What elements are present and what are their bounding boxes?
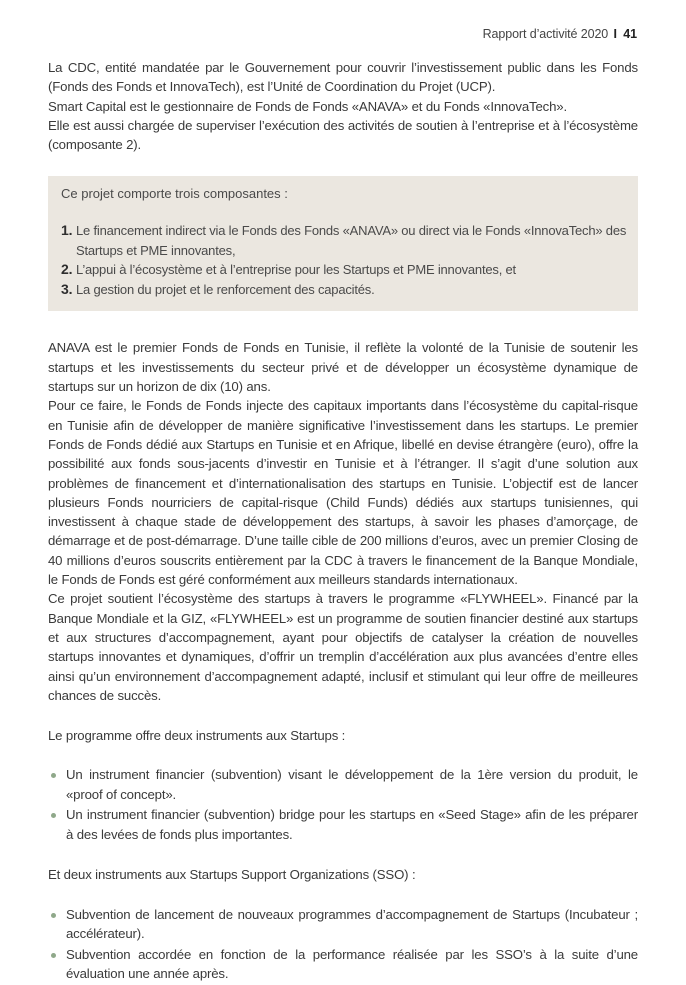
bullet-item (48, 765, 638, 804)
bullet-item (48, 805, 638, 844)
component-number: 2. (61, 261, 73, 278)
bullet-text: Un instrument financier (subvention) bridge pour les startups en «Seed Stage» afin de les préparer à des levées de fonds plus importantes. (66, 807, 638, 842)
paragraph-fund-of-funds: Pour ce faire, le Fonds de Fonds injecte des capitaux importants dans l’écosystème du capital-risque en Tunisie afin de développer de manière significative l’investissement dans les startups. Le premier Fonds de Fonds dédié aux Startups en Tunisie et en Afrique, libellé en devise étrangère (euro), offre la possibilité aux fonds sous-jacents d’investir en Tunisie et à l’étranger. Il s’agit d’une solution aux problèmes de financement et d’internationalisation des startups en Tunisie. L’objectif est de lancer plusieurs Fonds nourriciers de capital-risque (Child Funds) dédiés aux startups tunisiennes, qui investissent à chaque stade de développement des startups, à savoir les phases d’amorçage, de démarrage et de post-démarrage. D’une taille cible de 200 millions d’euros, avec un premier Closing de 40 millions d’euros souscrits entièrement par la CDC à travers le financement de la Banque Mondiale, le Fonds de Fonds est géré conformément aux meilleurs standards internationaux. (48, 398, 638, 588)
components-lead: Ce projet comporte trois composantes : (61, 186, 288, 202)
intro-section (48, 58, 638, 154)
intro-line-smart-capital: Smart Capital est le gestionnaire de Fonds de Fonds «ANAVA» et du Fonds «InnovaTech». (48, 98, 567, 114)
sso-instruments-list (48, 905, 638, 984)
component-text: L’appui à l’écosystème et à l’entreprise pour les Startups et PME innovantes, et (76, 262, 516, 278)
startups-instruments-lead: Le programme offre deux instruments aux Startups : (48, 728, 346, 744)
bullet-text: Subvention accordée en fonction de la performance réalisée par les SSO’s à la suite d’une évaluation une année après. (66, 946, 638, 982)
bullet-dot-icon (51, 953, 56, 958)
page-number: 41 (623, 27, 637, 41)
main-section (48, 338, 638, 705)
paragraph-anava: ANAVA est le premier Fonds de Fonds en Tunisie, il reflète la volonté de la Tunisie de soutenir les startups et les investissements du secteur privé et de développer un écosystème dynamique de startups sur un horizon de dix (10) ans. (48, 340, 638, 395)
paragraph-flywheel: Ce projet soutient l’écosystème des startups à travers le programme «FLYWHEEL». Financé par la Banque Mondiale et la GIZ, «FLYWHEEL» est un programme de soutien financier destiné aux startups et aux structures d’accompagnement, ayant pour objectifs de catalyser la création de nouvelles startups innovantes et dynamiques, d’offrir un tremplin d’accélération aux plus avancées d’entre elles ainsi qu’un environnement d’accompagnement adapté, inclusif et stimulant qui leur offre de meilleures chances de succès. (48, 591, 638, 703)
bullet-item (48, 905, 638, 944)
bullet-item (48, 945, 638, 984)
component-text: Le financement indirect via le Fonds des Fonds «ANAVA» ou direct via le Fonds «InnovaTech» des Startups et PME innovantes, (76, 223, 627, 258)
intro-line-supervision: Elle est aussi chargée de superviser l’exécution des activités de soutien à l’entreprise et à l’écosystème (composante 2). (48, 117, 638, 153)
component-item (61, 260, 630, 280)
bullet-dot-icon (51, 773, 56, 778)
component-number: 3. (61, 280, 73, 297)
bullet-dot-icon (51, 913, 56, 918)
intro-line-ucp: La CDC, entité mandatée par le Gouvernement pour couvrir l’investissement public dans les Fonds (Fonds des Fonds et InnovaTech), est l’Unité de Coordination du Projet (UCP). (48, 60, 638, 95)
components-box (48, 176, 638, 311)
components-list (61, 221, 630, 299)
header-separator: I (613, 27, 617, 41)
report-title: Rapport d’activité 2020 (482, 27, 609, 41)
component-text: La gestion du projet et le renforcement des capacités. (76, 281, 375, 297)
page-content (48, 0, 638, 984)
bullet-text: Un instrument financier (subvention) visant le développement de la 1ère version du produit, le «proof of concept». (66, 767, 638, 802)
component-number: 1. (61, 222, 73, 239)
component-item (61, 280, 630, 300)
startups-instruments-list (48, 765, 638, 844)
sso-instruments-lead: Et deux instruments aux Startups Support Organizations (SSO) : (48, 867, 416, 883)
component-item (61, 221, 630, 260)
bullet-text: Subvention de lancement de nouveaux programmes d’accompagnement de Startups (Incubateur ; accélérateur). (66, 906, 638, 942)
bullet-dot-icon (51, 813, 56, 818)
